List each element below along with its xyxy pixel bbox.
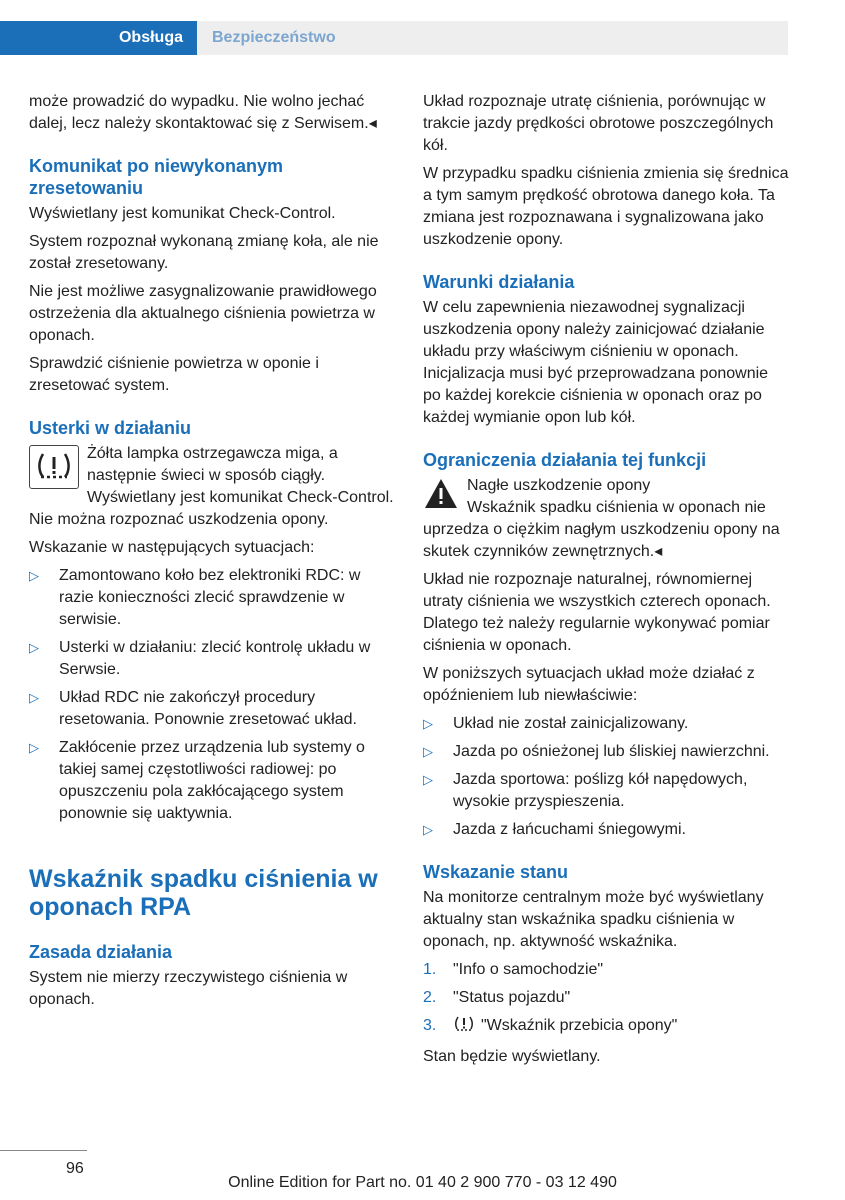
conditions-text: W celu zapewnienia niezawodnej sygnalizacji uszkodzenia opony należy zainicjować działanie układu przy właściwym ciśnieniu w oponach. Inicjalizacja musi być przeprowadzana ponownie po każdej korekcie ciśnienia w oponach oraz po każdej wymianie opon lub kół. bbox=[423, 299, 769, 426]
list-item: ▷ Jazda z łańcuchami śniegowymi. bbox=[423, 819, 789, 841]
tab-bezpieczenstwo-label: Bezpieczeństwo bbox=[212, 29, 336, 46]
footer-edition: Online Edition for Part no. 01 40 2 900 770 - 03 12 490 bbox=[228, 1174, 617, 1191]
fault-bullet-list bbox=[29, 565, 395, 825]
heading-status: Wskazanie stanu bbox=[423, 862, 569, 882]
tire-pressure-icon bbox=[453, 1015, 475, 1040]
bullet-arrow-icon: ▷ bbox=[423, 822, 433, 837]
heading-principle: Zasada działania bbox=[29, 942, 173, 962]
list-item: ▷ Zamontowano koło bez elektroniki RDC: w razie konieczności zlecić sprawdzenie w serwisie. bbox=[29, 567, 361, 628]
limits-bullet-list bbox=[423, 713, 789, 841]
rpa-p3: Układ nie rozpoznaje naturalnej, równomiernej utraty ciśnienia we wszystkich czterech oponach. Dlatego też należy regularnie wykonywać pomiar ciśnienia w oponach. bbox=[423, 571, 771, 654]
warning-triangle-icon bbox=[423, 477, 459, 511]
status-steps bbox=[423, 959, 789, 1040]
heading-reset-message: Komunikat po niewykonanym zresetowaniu bbox=[29, 156, 284, 198]
bullet-arrow-icon: ▷ bbox=[29, 740, 39, 755]
bullet-arrow-icon: ▷ bbox=[29, 568, 39, 583]
heading-conditions: Warunki działania bbox=[423, 272, 575, 292]
fault-text: Żółta lampka ostrzegawcza miga, a następnie świeci w sposób ciągły. Wyświetlany jest komunikat Check-Control. Nie można rozpoznać uszkodzenia opony. bbox=[29, 445, 394, 528]
list-item: 3. "Wskaźnik przebicia opony" bbox=[423, 1015, 789, 1040]
reset-p2: System rozpoznał wykonaną zmianę koła, ale nie został zresetowany. bbox=[29, 233, 379, 272]
list-item: 2. "Status pojazdu" bbox=[423, 989, 571, 1006]
fault-block bbox=[29, 443, 395, 531]
tab-obsluga[interactable] bbox=[27, 21, 197, 55]
tire-pressure-warning-icon bbox=[29, 445, 79, 489]
status-text: Na monitorze centralnym może być wyświetlany aktualny stan wskaźnika spadku ciśnienia w oponach, np. aktywność wskaźnika. bbox=[423, 889, 764, 950]
situations-intro: Wskazanie w następujących sytuacjach: bbox=[29, 539, 315, 556]
list-item: ▷ Układ RDC nie zakończył procedury resetowania. Ponownie zresetować układ. bbox=[29, 689, 357, 728]
heading-faults: Usterki w działaniu bbox=[29, 418, 192, 438]
rpa-p1: Układ rozpoznaje utratę ciśnienia, porównując w trakcie jazdy prędkości obrotowe poszczególnych kół. bbox=[423, 93, 774, 154]
list-item: ▷ Jazda sportowa: poślizg kół napędowych, wysokie przyspieszenia. bbox=[423, 771, 748, 810]
rpa-p4: W poniższych sytuacjach układ może działać z opóźnieniem lub niewłaściwie: bbox=[423, 665, 755, 704]
bullet-arrow-icon: ▷ bbox=[29, 640, 39, 655]
intro-text: może prowadzić do wypadku. Nie wolno jechać dalej, lecz należy skontaktować się z Serwisem.◂ bbox=[29, 93, 377, 132]
bullet-arrow-icon: ▷ bbox=[29, 690, 39, 705]
reset-p1: Wyświetlany jest komunikat Check-Control. bbox=[29, 205, 336, 222]
warning-text: Wskaźnik spadku ciśnienia w oponach nie uprzedza o ciężkim nagłym uszkodzeniu opony na skutek czynników zewnętrznych.◂ bbox=[423, 499, 780, 560]
header-bar bbox=[0, 21, 27, 55]
rpa-p2: W przypadku spadku ciśnienia zmienia się średnica a tym samym prędkość obrotowa danego koła. Ta zmiana jest rozpoznawana i sygnalizowana jako uszkodzenie opony. bbox=[423, 165, 789, 248]
final-text: Stan będzie wyświetlany. bbox=[423, 1048, 601, 1065]
list-item: ▷ Zakłócenie przez urządzenia lub systemy o takiej samej częstotliwości radiowej: po opuszczeniu pola zakłócającego system ponownie się uaktywnia. bbox=[29, 739, 365, 822]
list-item: ▷ Układ nie został zainicjalizowany. bbox=[423, 713, 789, 735]
list-item: ▷ Usterki w działaniu: zlecić kontrolę układu w Serwsie. bbox=[29, 639, 371, 678]
tab-obsluga-label: Obsługa bbox=[118, 29, 183, 46]
warning-block bbox=[423, 475, 789, 563]
bullet-arrow-icon: ▷ bbox=[423, 772, 433, 787]
page-divider bbox=[0, 1150, 87, 1151]
bullet-arrow-icon: ▷ bbox=[423, 716, 433, 731]
right-column bbox=[423, 91, 789, 1074]
left-column bbox=[29, 91, 395, 1017]
warning-title: Nagłe uszkodzenie opony bbox=[467, 477, 651, 494]
bullet-arrow-icon: ▷ bbox=[423, 744, 433, 759]
tab-bezpieczenstwo[interactable] bbox=[197, 21, 788, 55]
section-title-rpa: Wskaźnik spadku ciśnienia w oponach RPA bbox=[29, 865, 378, 921]
page-number: 96 bbox=[66, 1160, 84, 1177]
list-item: ▷ Jazda po ośnieżonej lub śliskiej nawierzchni. bbox=[423, 741, 789, 763]
reset-p3: Nie jest możliwe zasygnalizowanie prawidłowego ostrzeżenia dla aktualnego ciśnienia powietrza w oponach. bbox=[29, 283, 377, 344]
list-item: 1. "Info o samochodzie" bbox=[423, 961, 604, 978]
reset-p4: Sprawdzić ciśnienie powietrza w oponie i zresetować system. bbox=[29, 355, 319, 394]
principle-text: System nie mierzy rzeczywistego ciśnienia w oponach. bbox=[29, 969, 348, 1008]
heading-limits: Ograniczenia działania tej funkcji bbox=[423, 450, 707, 470]
